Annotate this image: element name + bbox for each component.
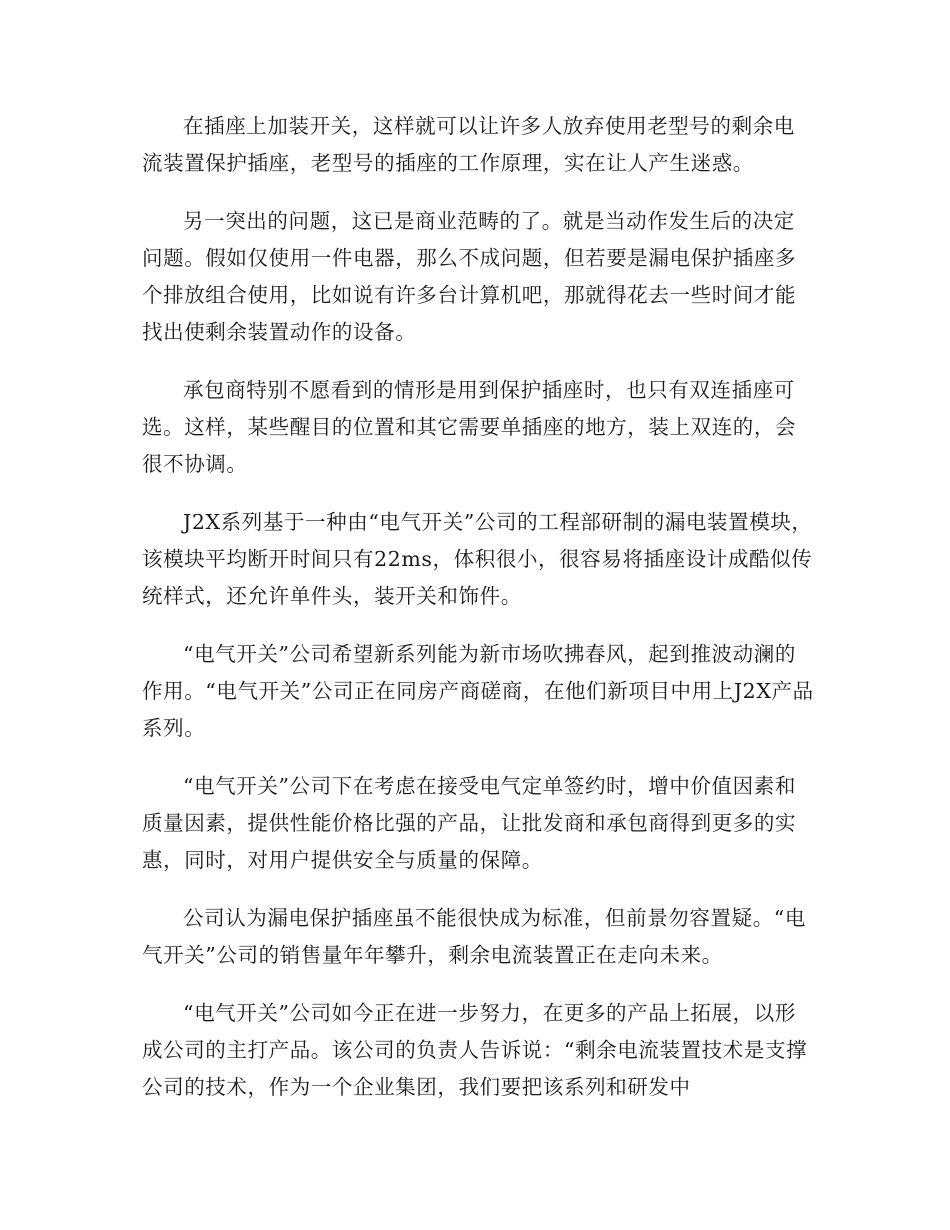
- paragraph: J2X系列基于一种由“电气开关”公司的工程部研制的漏电装置模块，该模块平均断开时间只有22ms，体积很小，很容易将插座设计成酷似传统样式，还允许单件头，装开关和饰件。: [142, 510, 813, 608]
- paragraph: “电气开关”公司下在考虑在接受电气定单签约时，增中价值因素和质量因素，提供性能价格比强的产品，让批发商和承包商得到更多的实惠，同时，对用户提供安全与质量的保障。: [142, 774, 797, 872]
- paragraph: 公司认为漏电保护插座虽不能很快成为标准，但前景勿容置疑。“电气开关”公司的销售量年年攀升，剩余电流装置正在走向未来。: [142, 906, 806, 967]
- paragraph: 在插座上加装开关，这样就可以让许多人放弃使用老型号的剩余电流装置保护插座，老型号的插座的工作原理，实在让人产生迷惑。: [142, 114, 795, 175]
- paragraph: “电气开关”公司如今正在进一步努力，在更多的产品上拓展，以形成公司的主打产品。该公司的负责人告诉说：“剩余电流装置技术是支撑公司的技术，作为一个企业集团，我们要把该系列和研发中: [142, 1001, 808, 1099]
- paragraph: “电气开关”公司希望新系列能为新市场吹拂春风，起到推波动澜的作用。“电气开关”公司正在同房产商磋商，在他们新项目中用上J2X产品系列。: [142, 642, 814, 740]
- document-body: [142, 108, 814, 1127]
- paragraph: 承包商特别不愿看到的情形是用到保护插座时，也只有双连插座可选。这样，某些醒目的位置和其它需要单插座的地方，装上双连的，会很不协调。: [142, 378, 797, 476]
- paragraph: 另一突出的问题，这已是商业范畴的了。就是当动作发生后的决定问题。假如仅使用一件电器，那么不成问题，但若要是漏电保护插座多个排放组合使用，比如说有许多台计算机吧，那就得花去一些时间才能找出使剩余装置动作的设备。: [142, 209, 797, 344]
